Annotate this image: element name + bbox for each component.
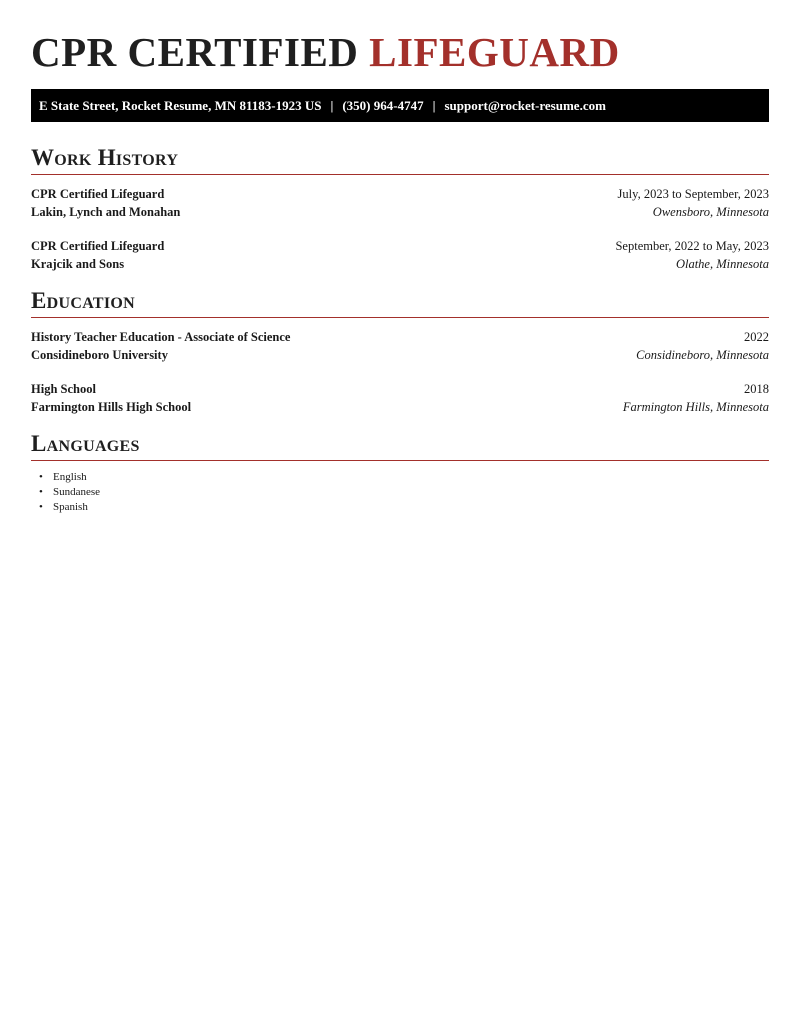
list-item — [39, 500, 769, 515]
section-title-work-history: Work History — [31, 146, 769, 175]
bullet-icon: • — [39, 471, 43, 483]
contact-address: E State Street, Rocket Resume, MN 81183-1923 US — [39, 97, 322, 113]
list-item — [39, 470, 769, 485]
contact-bar — [31, 89, 769, 122]
name-primary: CPR CERTIFIED — [31, 29, 359, 75]
contact-phone[interactable]: (350) 964-4747 — [342, 97, 424, 113]
work-entry — [31, 237, 769, 273]
language-item: Spanish — [53, 501, 88, 513]
contact-separator: | — [432, 97, 436, 113]
education-entry — [31, 380, 769, 416]
bullet-icon: • — [39, 501, 43, 513]
section-title-education: Education — [31, 289, 769, 318]
name-accent: LIFEGUARD — [369, 29, 620, 75]
job-company: Krajcik and Sons — [31, 257, 125, 271]
job-dates: September, 2022 to May, 2023 — [615, 239, 769, 253]
job-location: Olathe, Minnesota — [675, 257, 769, 271]
language-item: English — [53, 471, 87, 483]
education-location: Considineboro, Minnesota — [636, 348, 769, 362]
language-item: Sundanese — [53, 486, 101, 498]
resume-name — [31, 29, 769, 75]
education-degree: High School — [31, 382, 96, 396]
languages-list — [31, 470, 769, 515]
education-year: 2018 — [744, 382, 769, 396]
bullet-icon: • — [39, 486, 43, 498]
job-dates: July, 2023 to September, 2023 — [617, 187, 769, 201]
education-section — [31, 289, 769, 416]
education-entry — [31, 328, 769, 364]
education-school: Considineboro University — [31, 348, 168, 362]
job-company: Lakin, Lynch and Monahan — [31, 205, 181, 219]
list-item — [39, 485, 769, 500]
job-position: CPR Certified Lifeguard — [31, 187, 165, 201]
languages-section — [31, 432, 769, 515]
job-position: CPR Certified Lifeguard — [31, 239, 165, 253]
contact-email[interactable]: support@rocket-resume.com — [444, 97, 606, 113]
education-degree: History Teacher Education - Associate of Science — [31, 330, 291, 344]
section-title-languages: Languages — [31, 432, 769, 461]
education-school: Farmington Hills High School — [31, 400, 192, 414]
job-location: Owensboro, Minnesota — [652, 205, 769, 219]
education-location: Farmington Hills, Minnesota — [622, 400, 769, 414]
contact-separator: | — [330, 97, 334, 113]
education-year: 2022 — [744, 330, 769, 344]
work-entry — [31, 185, 769, 221]
work-history-section — [31, 146, 769, 273]
